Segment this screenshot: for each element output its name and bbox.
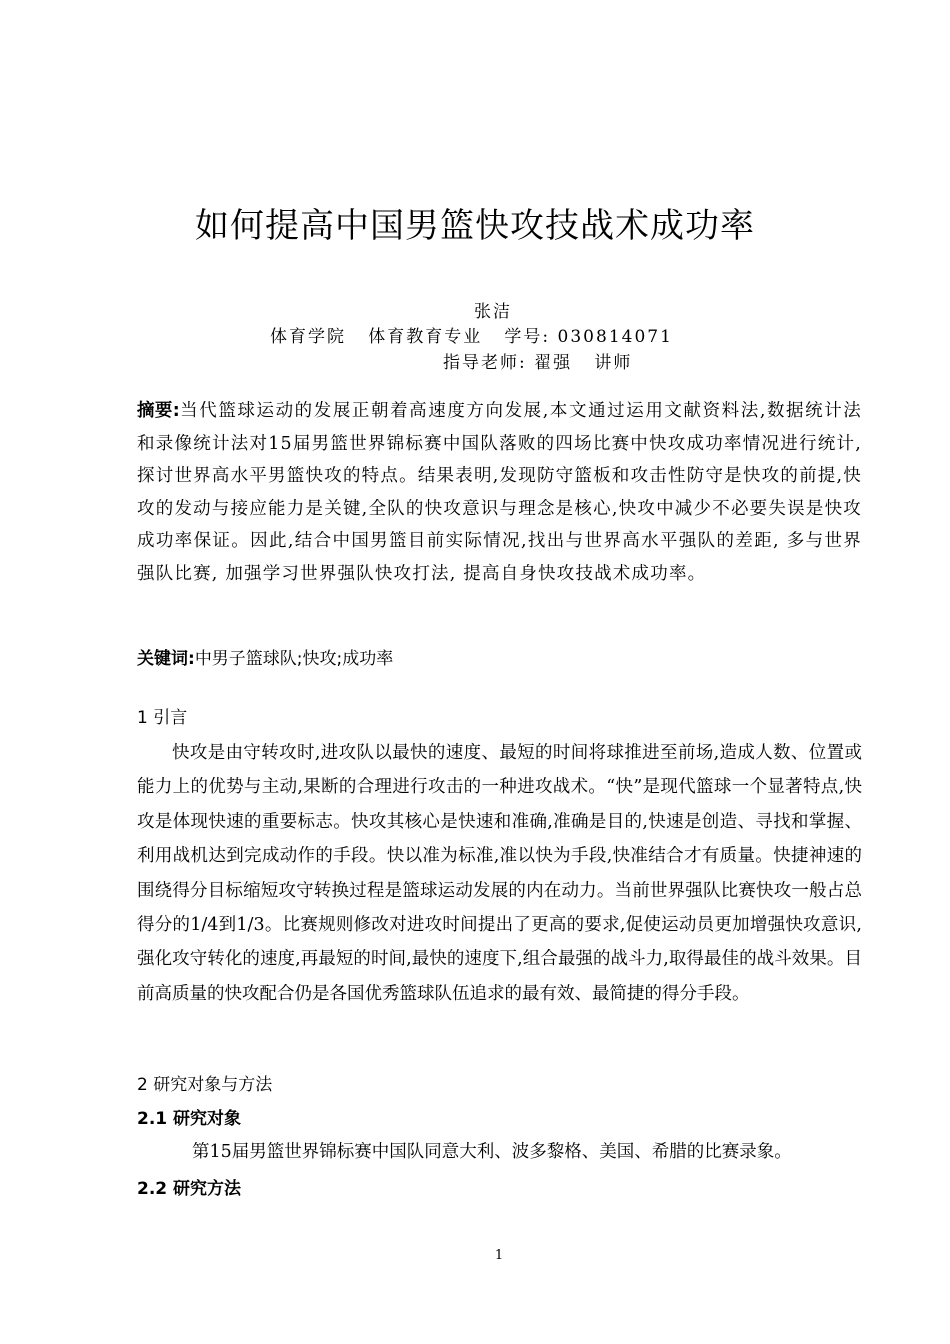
section-2-1-heading: 2.1 研究对象	[137, 1109, 242, 1129]
paper-title: 如何提高中国男篮快攻技战术成功率	[195, 206, 755, 246]
keywords-text: 中男子篮球队;快攻;成功率	[194, 649, 394, 669]
author-affiliation: 体育学院 体育教育专业 学号: 030814071	[270, 327, 673, 347]
keywords-line	[137, 644, 393, 669]
keywords-label: 关键词:	[137, 649, 195, 669]
section-1-heading: 1 引言	[137, 708, 188, 728]
abstract-label: 摘要:	[137, 401, 180, 421]
abstract-block	[137, 395, 862, 591]
section-2-1-text: 第15届男篮世界锦标赛中国队同意大利、波多黎格、美国、希腊的比赛录象。	[192, 1142, 792, 1162]
section-2-heading: 2 研究对象与方法	[137, 1075, 273, 1095]
section-2-2-heading: 2.2 研究方法	[137, 1179, 242, 1199]
section-1-paragraph: 快攻是由守转攻时,进攻队以最快的速度、最短的时间将球推进至前场,造成人数、位置或能力上的优势与主动,果断的合理进行攻击的一种进攻战术。“快”是现代篮球一个显著特点,快攻是体现快速的重要标志。快攻其核心是快速和准确,准确是目的,快速是创造、寻找和掌握、利用战机达到完成动作的手段。快以准为标准,准以快为手段,快准结合才有质量。快捷神速的围绕得分目标缩短攻守转换过程是篮球运动发展的内在动力。当前世界强队比赛快攻一般占总得分的1/4到1/3。比赛规则修改对进攻时间提出了更高的要求,促使运动员更加增强快攻意识,强化攻守转化的速度,再最短的时间,最快的速度下,组合最强的战斗力,取得最佳的战斗效果。目前高质量的快攻配合仍是各国优秀篮球队伍追求的最有效、最简捷的得分手段。	[137, 743, 862, 1004]
advisor-line: 指导老师: 翟强 讲师	[443, 353, 633, 373]
page-number: 1	[494, 1248, 504, 1263]
author-name: 张洁	[474, 302, 512, 322]
abstract-text: 当代篮球运动的发展正朝着高速度方向发展,本文通过运用文献资料法,数据统计法和录像统计法对15届男篮世界锦标赛中国队落败的四场比赛中快攻成功率情况进行统计,探讨世界高水平男篮快攻的特点。结果表明,发现防守篮板和攻击性防守是快攻的前提,快攻的发动与接应能力是关键,全队的快攻意识与理念是核心,快攻中减少不必要失误是快攻成功率保证。因此,结合中国男篮目前实际情况,找出与世界高水平强队的差距, 多与世界强队比赛, 加强学习世界强队快攻打法, 提高自身快攻技战术成功率。	[137, 401, 863, 584]
